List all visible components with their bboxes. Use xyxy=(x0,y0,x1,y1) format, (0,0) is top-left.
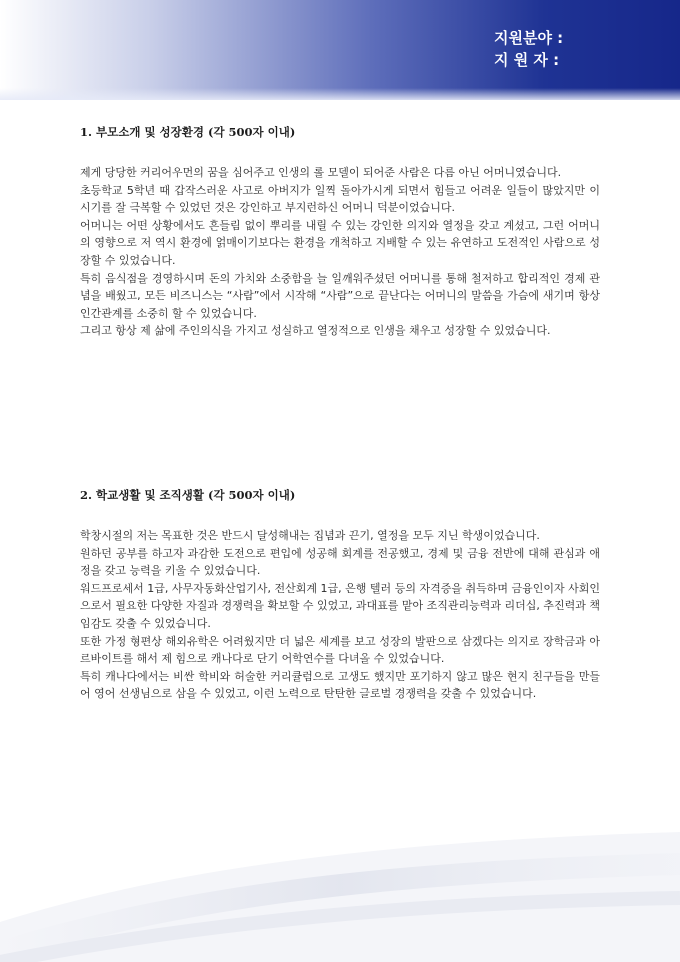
applicant-label: 지 원 자 : xyxy=(494,51,560,69)
section-body xyxy=(80,527,600,703)
paragraph: 학창시절의 저는 목표한 것은 반드시 달성해내는 집념과 끈기, 열정을 모두 지닌 학생이었습니다. xyxy=(80,529,540,542)
paragraph: 원하던 공부를 하고자 과감한 도전으로 편입에 성공해 회계를 전공했고, 경제 및 금융 전반에 대해 관심과 애정을 갖고 능력을 키울 수 있었습니다. xyxy=(80,546,600,578)
paragraph: 제게 당당한 커리어우먼의 꿈을 심어주고 인생의 롤 모델이 되어준 사람은 다름 아닌 어머니였습니다. xyxy=(80,166,562,179)
section-family-background xyxy=(80,124,600,340)
section-title: 1. 부모소개 및 성장환경 (각 500자 이내) xyxy=(80,125,296,139)
paragraph: 그리고 항상 제 삶에 주인의식을 가지고 성실하고 열정적으로 인생을 채우고 성장할 수 있었습니다. xyxy=(80,324,551,338)
header-banner xyxy=(0,0,680,100)
header-fields xyxy=(494,27,563,71)
paragraph: 또한 가정 형편상 해외유학은 어려웠지만 더 넓은 세계를 보고 성장의 발판으로 삼겠다는 의지로 장학금과 아르바이트를 해서 제 힘으로 캐나다로 단기 어학연수를 다녀올 수 있었습니다. xyxy=(80,634,600,666)
section-body xyxy=(80,164,600,340)
paragraph: 초등학교 5학년 때 갑작스러운 사고로 아버지가 일찍 돌아가시게 되면서 힘들고 어려운 일들이 많았지만 이 시기를 잘 극복할 수 있었던 것은 강인하고 부지런하신 어머니 덕분이었습니다. xyxy=(80,183,600,215)
section-title: 2. 학교생활 및 조직생활 (각 500자 이내) xyxy=(80,488,296,502)
paragraph: 워드프로세서 1급, 사무자동화산업기사, 전산회계 1급, 은행 텔러 등의 자격증을 취득하며 금융인이자 사회인으로서 필요한 다양한 자질과 경쟁력을 확보할 수 있었고, 과대표를 맡아 조직관리능력과 리더십, 추진력과 책임감도 갖출 수 있었습니다. xyxy=(80,581,600,630)
field-label: 지원분야 : xyxy=(494,29,564,47)
paragraph: 특히 캐나다에서는 비싼 학비와 허술한 커리큘럼으로 고생도 했지만 포기하지 않고 많은 현지 친구들을 만들어 영어 선생님으로 삼을 수 있었고, 이런 노력으로 탄탄한 글로벌 경쟁력을 갖출 수 있었습니다. xyxy=(80,669,600,701)
paragraph: 어머니는 어떤 상황에서도 흔들림 없이 뿌리를 내릴 수 있는 강인한 의지와 열정을 갖고 계셨고, 그런 어머니의 영향으로 저 역시 환경에 얽매이기보다는 환경을 개척하고 지배할 수 있는 유연하고 도전적인 사람으로 성장할 수 있었습니다. xyxy=(80,218,600,267)
section-school-life xyxy=(80,487,600,703)
footer-swoosh-decoration xyxy=(0,802,680,962)
paragraph: 특히 음식점을 경영하시며 돈의 가치와 소중함을 늘 일깨워주셨던 어머니를 통해 철저하고 합리적인 경제 관념을 배웠고, 모든 비즈니스는 “사람”에서 시작해 “사람”으로 끝난다는 어머니의 말씀을 가슴에 새기며 항상 인간관계를 소중히 할 수 있었습니다. xyxy=(80,271,600,320)
